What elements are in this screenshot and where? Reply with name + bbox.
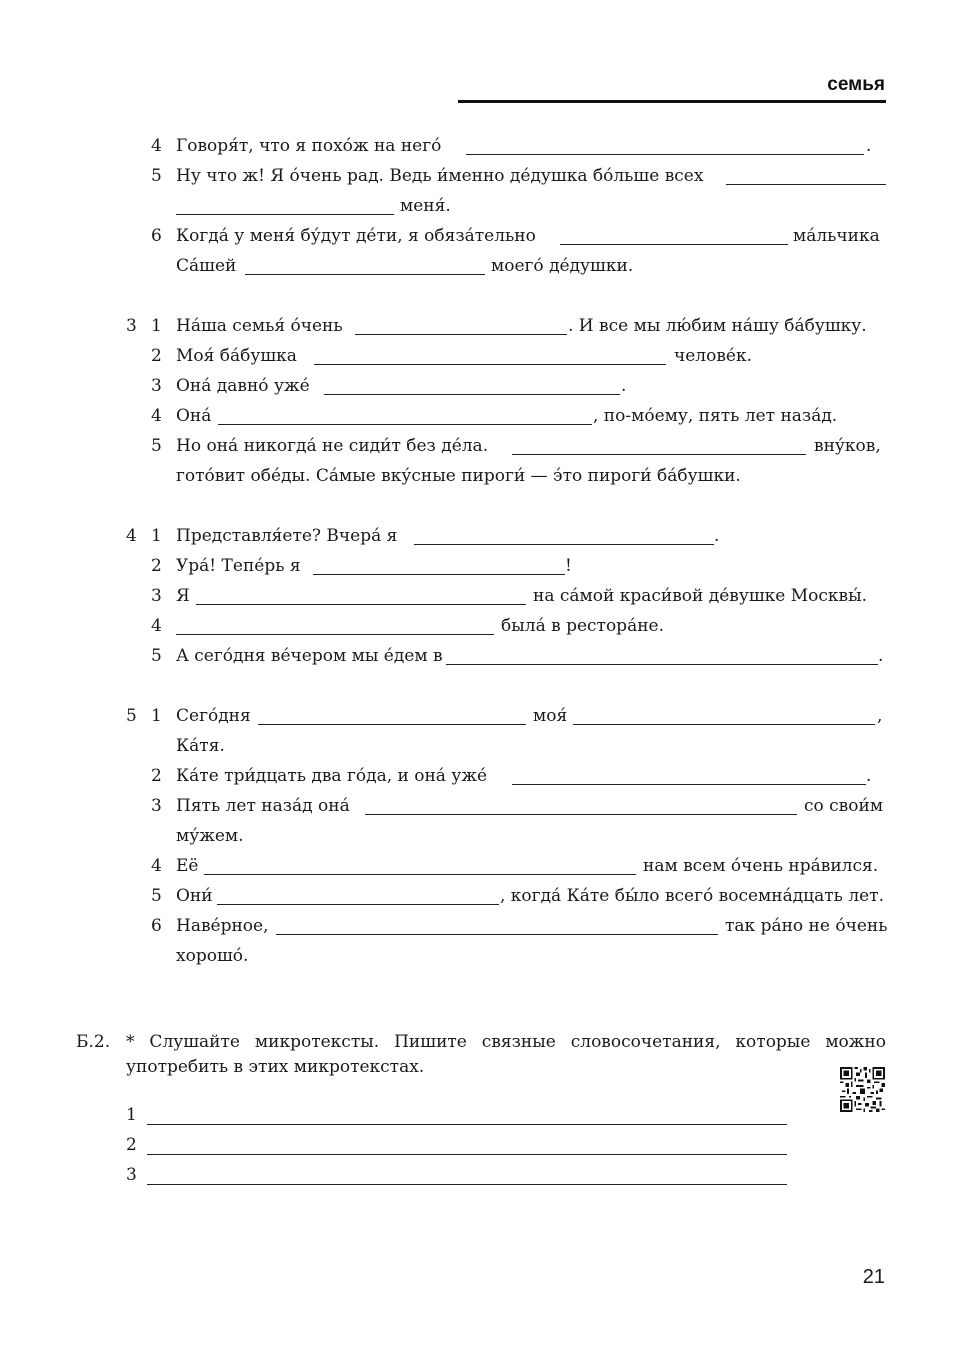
item-number: 6 [151, 226, 162, 246]
item-text: на са́мой краси́вой де́вушке Москвы́. [533, 586, 868, 606]
item-text: А сего́дня ве́чером мы е́дем в [176, 646, 443, 666]
item-text: Она́ [176, 406, 212, 426]
item-text: нам всем о́чень нра́вился. [643, 856, 879, 876]
answer-blank[interactable] [245, 274, 485, 275]
item-text: Они́ [176, 886, 213, 906]
item-text: ! [565, 556, 572, 576]
item-text: му́жем. [176, 826, 244, 846]
item-number: 5 [151, 436, 162, 456]
item-number: 6 [151, 916, 162, 936]
item-number: 5 [151, 646, 162, 666]
item-text: . И все мы лю́бим на́шу ба́бушку. [568, 316, 867, 336]
item-number: 2 [151, 556, 162, 576]
item-number: 4 [151, 616, 162, 636]
item-text: Когда́ у меня́ бу́дут де́ти, я обяза́тельно [176, 226, 536, 246]
item-text: Ура́! Тепе́рь я [176, 556, 301, 576]
answer-blank[interactable] [314, 364, 666, 365]
line-number: 2 [126, 1135, 137, 1155]
item-text: . [866, 136, 872, 156]
item-number: 4 [151, 856, 162, 876]
answer-blank[interactable] [573, 724, 875, 725]
item-number: 2 [151, 346, 162, 366]
item-number: 1 [151, 526, 162, 546]
answer-blank[interactable] [204, 874, 636, 875]
item-text: Ка́те три́дцать два го́да, и она́ уже́ [176, 766, 488, 786]
answer-blank[interactable] [176, 214, 394, 215]
item-text: со свои́м [804, 796, 884, 816]
item-text: Ка́тя. [176, 736, 225, 756]
section-title: семья [827, 74, 885, 95]
answer-blank[interactable] [414, 544, 714, 545]
answer-blank[interactable] [196, 604, 526, 605]
exercise-number: 4 [126, 526, 137, 546]
item-text: так ра́но не о́чень [725, 916, 888, 936]
item-number: 5 [151, 166, 162, 186]
item-text: моего́ де́душки. [491, 256, 634, 276]
line-number: 3 [126, 1165, 137, 1185]
item-text: , [877, 706, 883, 726]
answer-blank[interactable] [313, 574, 565, 575]
answer-blank[interactable] [365, 814, 797, 815]
line-number: 1 [126, 1105, 137, 1125]
item-number: 3 [151, 796, 162, 816]
item-text: Ну что ж! Я о́чень рад. Ведь и́менно де́душка бо́льше всех [176, 166, 704, 186]
answer-blank[interactable] [176, 634, 494, 635]
item-text: . [866, 766, 872, 786]
item-number: 3 [151, 586, 162, 606]
item-text: Моя́ ба́бушка [176, 346, 297, 366]
item-text: , по-мо́ему, пять лет наза́д. [593, 406, 838, 426]
item-text: Пять лет наза́д она́ [176, 796, 350, 816]
item-number: 2 [151, 766, 162, 786]
item-text: хорошо́. [176, 946, 249, 966]
task-b2-instructions [76, 1030, 886, 1080]
item-text: Её [176, 856, 199, 876]
answer-blank[interactable] [258, 724, 526, 725]
answer-blank[interactable] [466, 154, 864, 155]
answer-blank[interactable] [446, 664, 878, 665]
item-text: . [621, 376, 627, 396]
item-number: 1 [151, 316, 162, 336]
item-number: 4 [151, 136, 162, 156]
item-text: вну́ков, [814, 436, 881, 456]
answer-blank[interactable] [355, 334, 567, 335]
answer-line[interactable] [147, 1184, 787, 1185]
task-label: Б.2. [76, 1032, 111, 1052]
item-text: . [878, 646, 884, 666]
item-number: 1 [151, 706, 162, 726]
exercise-number: 5 [126, 706, 137, 726]
item-text: , когда́ Ка́те бы́ло всего́ восемна́дцать лет. [500, 886, 884, 906]
item-text: гото́вит обе́ды. Са́мые вку́сные пироги́ — э́то пироги́ ба́бушки. [176, 466, 741, 486]
item-text: . [714, 526, 720, 546]
qr-code-icon [840, 1067, 885, 1112]
item-text: Представля́ете? Вчера́ я [176, 526, 398, 546]
answer-line[interactable] [147, 1154, 787, 1155]
item-text: На́ша семья́ о́чень [176, 316, 343, 336]
task-text: * Слушайте микротексты. Пишите связные словосочетания, которые можно употребить в этих микротекстах. [126, 1032, 886, 1077]
answer-blank[interactable] [218, 424, 592, 425]
item-text: ма́льчика [793, 226, 880, 246]
item-text: Сего́дня [176, 706, 251, 726]
answer-blank[interactable] [217, 904, 499, 905]
item-number: 4 [151, 406, 162, 426]
answer-line[interactable] [147, 1124, 787, 1125]
page-number: 21 [862, 1266, 885, 1288]
item-text: Са́шей [176, 256, 237, 276]
answer-blank[interactable] [512, 784, 866, 785]
item-text: меня́. [400, 196, 451, 216]
header-rule [458, 100, 886, 103]
exercise-number: 3 [126, 316, 137, 336]
item-text: Говоря́т, что я похо́ж на него́ [176, 136, 442, 156]
answer-blank[interactable] [276, 934, 718, 935]
answer-blank[interactable] [324, 394, 620, 395]
item-text: Но она́ никогда́ не сиди́т без де́ла. [176, 436, 489, 456]
item-text: Я [176, 586, 190, 606]
item-text: была́ в рестора́не. [501, 616, 664, 636]
item-number: 3 [151, 376, 162, 396]
item-text: Наве́рное, [176, 916, 269, 936]
item-text: челове́к. [674, 346, 752, 366]
item-text: моя́ [533, 706, 568, 726]
answer-blank[interactable] [560, 244, 788, 245]
answer-blank[interactable] [512, 454, 806, 455]
answer-blank[interactable] [726, 184, 886, 185]
item-number: 5 [151, 886, 162, 906]
item-text: Она́ давно́ уже́ [176, 376, 310, 396]
